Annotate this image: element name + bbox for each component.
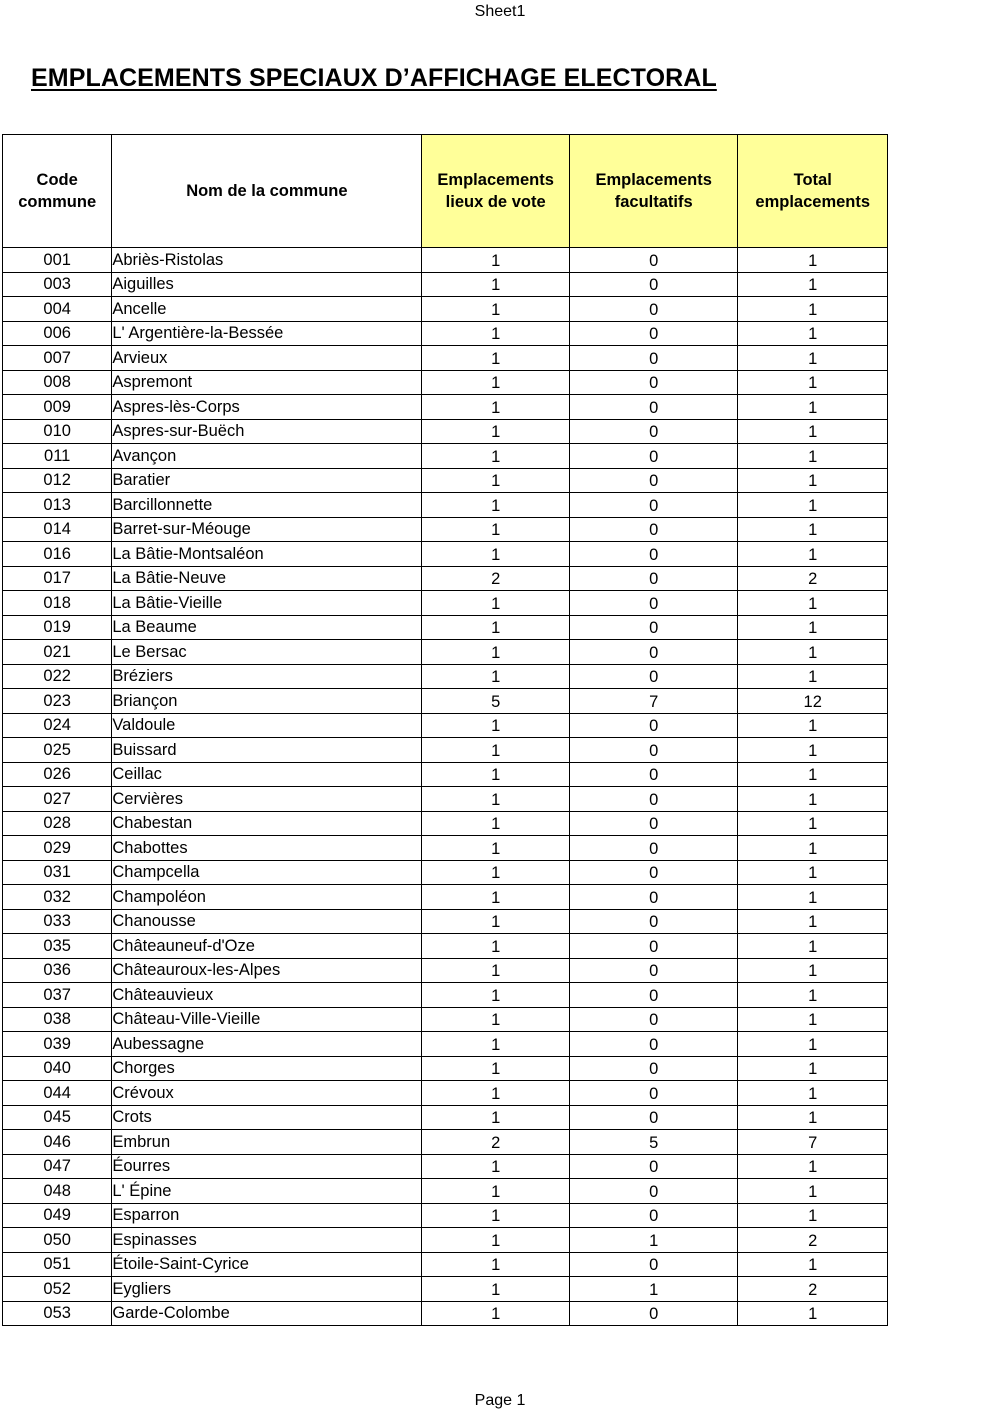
cell-facultatifs: 0 xyxy=(569,934,738,959)
cell-total: 1 xyxy=(738,1203,888,1228)
table-row xyxy=(3,493,888,518)
cell-lieux-de-vote: 1 xyxy=(422,272,570,297)
cell-lieux-de-vote: 1 xyxy=(422,321,570,346)
table-row xyxy=(3,689,888,714)
cell-commune-name: Avançon xyxy=(112,444,422,469)
cell-total: 1 xyxy=(738,248,888,273)
cell-lieux-de-vote: 1 xyxy=(422,468,570,493)
cell-lieux-de-vote: 1 xyxy=(422,1203,570,1228)
cell-total: 1 xyxy=(738,1056,888,1081)
header-total xyxy=(738,135,888,248)
table-row xyxy=(3,640,888,665)
cell-lieux-de-vote: 1 xyxy=(422,836,570,861)
cell-code: 027 xyxy=(3,787,112,812)
header-facultatifs xyxy=(569,135,738,248)
cell-facultatifs: 0 xyxy=(569,1154,738,1179)
cell-lieux-de-vote: 1 xyxy=(422,640,570,665)
cell-facultatifs: 0 xyxy=(569,1105,738,1130)
cell-commune-name: Châteauneuf-d'Oze xyxy=(112,934,422,959)
cell-facultatifs: 0 xyxy=(569,787,738,812)
cell-code: 039 xyxy=(3,1032,112,1057)
cell-facultatifs: 0 xyxy=(569,958,738,983)
cell-commune-name: Garde-Colombe xyxy=(112,1301,422,1326)
header-code-line-1: Code xyxy=(36,171,78,189)
cell-code: 052 xyxy=(3,1277,112,1302)
header-lieux-de-vote xyxy=(422,135,570,248)
cell-code: 003 xyxy=(3,272,112,297)
cell-code: 045 xyxy=(3,1105,112,1130)
table-row xyxy=(3,1105,888,1130)
cell-lieux-de-vote: 1 xyxy=(422,248,570,273)
cell-facultatifs: 0 xyxy=(569,468,738,493)
cell-lieux-de-vote: 1 xyxy=(422,1032,570,1057)
cell-commune-name: Châteauroux-les-Alpes xyxy=(112,958,422,983)
cell-total: 1 xyxy=(738,615,888,640)
header-name-line-1: Nom de la commune xyxy=(186,182,348,200)
table-row xyxy=(3,419,888,444)
cell-code: 040 xyxy=(3,1056,112,1081)
header-total-line-1: Total xyxy=(793,171,832,189)
cell-lieux-de-vote: 1 xyxy=(422,1301,570,1326)
table-row xyxy=(3,346,888,371)
cell-lieux-de-vote: 1 xyxy=(422,1277,570,1302)
cell-code: 023 xyxy=(3,689,112,714)
cell-lieux-de-vote: 1 xyxy=(422,885,570,910)
cell-total: 1 xyxy=(738,1252,888,1277)
cell-code: 012 xyxy=(3,468,112,493)
cell-code: 025 xyxy=(3,738,112,763)
cell-lieux-de-vote: 1 xyxy=(422,444,570,469)
cell-lieux-de-vote: 1 xyxy=(422,762,570,787)
cell-lieux-de-vote: 1 xyxy=(422,1154,570,1179)
cell-total: 1 xyxy=(738,958,888,983)
header-facultatifs-line-1: Emplacements xyxy=(595,171,712,189)
cell-facultatifs: 0 xyxy=(569,860,738,885)
cell-facultatifs: 0 xyxy=(569,713,738,738)
cell-total: 1 xyxy=(738,321,888,346)
header-facultatifs-line-2: facultatifs xyxy=(614,193,693,211)
cell-facultatifs: 0 xyxy=(569,1301,738,1326)
cell-commune-name: Baratier xyxy=(112,468,422,493)
cell-code: 008 xyxy=(3,370,112,395)
cell-total: 1 xyxy=(738,664,888,689)
cell-lieux-de-vote: 1 xyxy=(422,1252,570,1277)
cell-facultatifs: 0 xyxy=(569,517,738,542)
cell-total: 1 xyxy=(738,346,888,371)
cell-total: 1 xyxy=(738,1154,888,1179)
cell-lieux-de-vote: 2 xyxy=(422,1130,570,1155)
cell-facultatifs: 1 xyxy=(569,1277,738,1302)
cell-facultatifs: 0 xyxy=(569,321,738,346)
cell-total: 1 xyxy=(738,1301,888,1326)
cell-commune-name: Aspremont xyxy=(112,370,422,395)
table-row xyxy=(3,1228,888,1253)
cell-code: 049 xyxy=(3,1203,112,1228)
table-row xyxy=(3,909,888,934)
cell-commune-name: Chabottes xyxy=(112,836,422,861)
cell-facultatifs: 0 xyxy=(569,591,738,616)
table-row xyxy=(3,1130,888,1155)
table-row xyxy=(3,1032,888,1057)
cell-total: 1 xyxy=(738,517,888,542)
cell-commune-name: Crots xyxy=(112,1105,422,1130)
cell-lieux-de-vote: 1 xyxy=(422,958,570,983)
header-name xyxy=(112,135,422,248)
cell-lieux-de-vote: 1 xyxy=(422,1056,570,1081)
cell-code: 036 xyxy=(3,958,112,983)
cell-total: 1 xyxy=(738,1105,888,1130)
cell-facultatifs: 0 xyxy=(569,664,738,689)
cell-facultatifs: 5 xyxy=(569,1130,738,1155)
table-body xyxy=(3,248,888,1326)
cell-lieux-de-vote: 1 xyxy=(422,297,570,322)
cell-facultatifs: 0 xyxy=(569,1032,738,1057)
cell-commune-name: Cervières xyxy=(112,787,422,812)
table-header-row xyxy=(3,135,888,248)
cell-facultatifs: 0 xyxy=(569,272,738,297)
cell-commune-name: Étoile-Saint-Cyrice xyxy=(112,1252,422,1277)
cell-commune-name: Aspres-lès-Corps xyxy=(112,395,422,420)
cell-code: 024 xyxy=(3,713,112,738)
cell-commune-name: Esparron xyxy=(112,1203,422,1228)
cell-facultatifs: 0 xyxy=(569,566,738,591)
cell-facultatifs: 0 xyxy=(569,419,738,444)
cell-facultatifs: 0 xyxy=(569,836,738,861)
cell-commune-name: Châteauvieux xyxy=(112,983,422,1008)
table-row xyxy=(3,395,888,420)
cell-code: 029 xyxy=(3,836,112,861)
cell-lieux-de-vote: 1 xyxy=(422,738,570,763)
cell-commune-name: Château-Ville-Vieille xyxy=(112,1007,422,1032)
table-row xyxy=(3,811,888,836)
cell-commune-name: Espinasses xyxy=(112,1228,422,1253)
cell-facultatifs: 0 xyxy=(569,1179,738,1204)
cell-lieux-de-vote: 1 xyxy=(422,1105,570,1130)
cell-code: 021 xyxy=(3,640,112,665)
cell-code: 037 xyxy=(3,983,112,1008)
cell-total: 1 xyxy=(738,1179,888,1204)
cell-commune-name: La Bâtie-Montsaléon xyxy=(112,542,422,567)
page-footer: Page 1 xyxy=(474,1392,526,1409)
cell-total: 1 xyxy=(738,1007,888,1032)
table-row xyxy=(3,1007,888,1032)
cell-facultatifs: 0 xyxy=(569,983,738,1008)
cell-lieux-de-vote: 1 xyxy=(422,1179,570,1204)
cell-total: 1 xyxy=(738,713,888,738)
table-row xyxy=(3,664,888,689)
cell-code: 048 xyxy=(3,1179,112,1204)
cell-lieux-de-vote: 2 xyxy=(422,566,570,591)
cell-code: 018 xyxy=(3,591,112,616)
cell-total: 1 xyxy=(738,811,888,836)
cell-facultatifs: 7 xyxy=(569,689,738,714)
cell-code: 007 xyxy=(3,346,112,371)
cell-commune-name: La Beaume xyxy=(112,615,422,640)
table-row xyxy=(3,370,888,395)
cell-total: 7 xyxy=(738,1130,888,1155)
cell-code: 032 xyxy=(3,885,112,910)
cell-total: 1 xyxy=(738,934,888,959)
cell-lieux-de-vote: 1 xyxy=(422,860,570,885)
table-row xyxy=(3,762,888,787)
table-row xyxy=(3,738,888,763)
table-row xyxy=(3,321,888,346)
cell-total: 1 xyxy=(738,836,888,861)
cell-commune-name: Chorges xyxy=(112,1056,422,1081)
cell-total: 1 xyxy=(738,983,888,1008)
cell-code: 031 xyxy=(3,860,112,885)
table-row xyxy=(3,591,888,616)
cell-commune-name: Abriès-Ristolas xyxy=(112,248,422,273)
cell-total: 1 xyxy=(738,762,888,787)
cell-commune-name: Eygliers xyxy=(112,1277,422,1302)
table-row xyxy=(3,860,888,885)
table-row xyxy=(3,615,888,640)
cell-facultatifs: 0 xyxy=(569,640,738,665)
cell-facultatifs: 0 xyxy=(569,444,738,469)
cell-facultatifs: 0 xyxy=(569,1056,738,1081)
cell-total: 12 xyxy=(738,689,888,714)
cell-lieux-de-vote: 1 xyxy=(422,1228,570,1253)
cell-lieux-de-vote: 1 xyxy=(422,934,570,959)
cell-commune-name: Chanousse xyxy=(112,909,422,934)
cell-total: 1 xyxy=(738,493,888,518)
cell-commune-name: Aspres-sur-Buëch xyxy=(112,419,422,444)
cell-commune-name: Buissard xyxy=(112,738,422,763)
cell-commune-name: Ancelle xyxy=(112,297,422,322)
cell-lieux-de-vote: 1 xyxy=(422,1007,570,1032)
cell-code: 033 xyxy=(3,909,112,934)
cell-lieux-de-vote: 1 xyxy=(422,664,570,689)
table-row xyxy=(3,248,888,273)
cell-total: 2 xyxy=(738,1228,888,1253)
cell-commune-name: Le Bersac xyxy=(112,640,422,665)
cell-facultatifs: 0 xyxy=(569,395,738,420)
cell-total: 1 xyxy=(738,370,888,395)
header-lieux-line-2: lieux de vote xyxy=(445,193,546,211)
cell-code: 010 xyxy=(3,419,112,444)
table-row xyxy=(3,468,888,493)
cell-total: 1 xyxy=(738,468,888,493)
cell-code: 022 xyxy=(3,664,112,689)
cell-total: 2 xyxy=(738,1277,888,1302)
cell-total: 1 xyxy=(738,272,888,297)
table-row xyxy=(3,542,888,567)
cell-facultatifs: 0 xyxy=(569,1007,738,1032)
cell-facultatifs: 0 xyxy=(569,1203,738,1228)
cell-commune-name: Aiguilles xyxy=(112,272,422,297)
cell-commune-name: Ceillac xyxy=(112,762,422,787)
cell-total: 1 xyxy=(738,885,888,910)
cell-lieux-de-vote: 1 xyxy=(422,591,570,616)
cell-lieux-de-vote: 1 xyxy=(422,517,570,542)
cell-code: 046 xyxy=(3,1130,112,1155)
cell-facultatifs: 0 xyxy=(569,615,738,640)
cell-code: 047 xyxy=(3,1154,112,1179)
cell-code: 019 xyxy=(3,615,112,640)
cell-code: 050 xyxy=(3,1228,112,1253)
cell-commune-name: Crévoux xyxy=(112,1081,422,1106)
header-code-line-2: commune xyxy=(18,193,97,211)
cell-lieux-de-vote: 1 xyxy=(422,1081,570,1106)
cell-commune-name: Valdoule xyxy=(112,713,422,738)
cell-lieux-de-vote: 1 xyxy=(422,811,570,836)
cell-code: 006 xyxy=(3,321,112,346)
cell-code: 017 xyxy=(3,566,112,591)
cell-facultatifs: 0 xyxy=(569,346,738,371)
table-row xyxy=(3,1056,888,1081)
cell-code: 001 xyxy=(3,248,112,273)
cell-code: 053 xyxy=(3,1301,112,1326)
cell-code: 038 xyxy=(3,1007,112,1032)
cell-total: 1 xyxy=(738,640,888,665)
table-row xyxy=(3,1179,888,1204)
cell-lieux-de-vote: 1 xyxy=(422,419,570,444)
table-row xyxy=(3,713,888,738)
table-row xyxy=(3,1252,888,1277)
table-row xyxy=(3,1154,888,1179)
cell-total: 2 xyxy=(738,566,888,591)
cell-total: 1 xyxy=(738,738,888,763)
cell-code: 028 xyxy=(3,811,112,836)
cell-code: 009 xyxy=(3,395,112,420)
table-row xyxy=(3,566,888,591)
cell-total: 1 xyxy=(738,1081,888,1106)
cell-lieux-de-vote: 1 xyxy=(422,395,570,420)
header-lieux-line-1: Emplacements xyxy=(437,171,554,189)
cell-lieux-de-vote: 1 xyxy=(422,787,570,812)
table-row xyxy=(3,836,888,861)
cell-total: 1 xyxy=(738,297,888,322)
cell-total: 1 xyxy=(738,591,888,616)
cell-code: 013 xyxy=(3,493,112,518)
table-row xyxy=(3,983,888,1008)
cell-total: 1 xyxy=(738,444,888,469)
cell-commune-name: Barret-sur-Méouge xyxy=(112,517,422,542)
cell-facultatifs: 1 xyxy=(569,1228,738,1253)
cell-code: 011 xyxy=(3,444,112,469)
cell-facultatifs: 0 xyxy=(569,370,738,395)
cell-code: 014 xyxy=(3,517,112,542)
cell-facultatifs: 0 xyxy=(569,1081,738,1106)
table-row xyxy=(3,444,888,469)
cell-code: 051 xyxy=(3,1252,112,1277)
cell-lieux-de-vote: 1 xyxy=(422,542,570,567)
cell-lieux-de-vote: 1 xyxy=(422,615,570,640)
cell-code: 044 xyxy=(3,1081,112,1106)
cell-total: 1 xyxy=(738,787,888,812)
document-title: EMPLACEMENTS SPECIAUX D’AFFICHAGE ELECTORAL xyxy=(31,64,717,92)
cell-total: 1 xyxy=(738,542,888,567)
cell-facultatifs: 0 xyxy=(569,762,738,787)
cell-commune-name: Chabestan xyxy=(112,811,422,836)
sheet-name: Sheet1 xyxy=(474,3,526,20)
table-row xyxy=(3,787,888,812)
cell-facultatifs: 0 xyxy=(569,542,738,567)
cell-lieux-de-vote: 1 xyxy=(422,909,570,934)
communes-table xyxy=(2,134,888,1326)
cell-commune-name: Bréziers xyxy=(112,664,422,689)
cell-facultatifs: 0 xyxy=(569,738,738,763)
table-row xyxy=(3,1301,888,1326)
header-code xyxy=(3,135,112,248)
cell-commune-name: Champcella xyxy=(112,860,422,885)
cell-commune-name: L' Épine xyxy=(112,1179,422,1204)
cell-total: 1 xyxy=(738,909,888,934)
cell-commune-name: Champoléon xyxy=(112,885,422,910)
table-row xyxy=(3,517,888,542)
header-total-line-2: emplacements xyxy=(755,193,871,211)
cell-commune-name: Aubessagne xyxy=(112,1032,422,1057)
cell-facultatifs: 0 xyxy=(569,248,738,273)
cell-total: 1 xyxy=(738,1032,888,1057)
cell-code: 035 xyxy=(3,934,112,959)
table-row xyxy=(3,1081,888,1106)
cell-total: 1 xyxy=(738,395,888,420)
cell-code: 004 xyxy=(3,297,112,322)
cell-commune-name: La Bâtie-Vieille xyxy=(112,591,422,616)
table-row xyxy=(3,958,888,983)
cell-total: 1 xyxy=(738,860,888,885)
cell-lieux-de-vote: 1 xyxy=(422,370,570,395)
cell-lieux-de-vote: 1 xyxy=(422,713,570,738)
cell-code: 026 xyxy=(3,762,112,787)
cell-total: 1 xyxy=(738,419,888,444)
cell-lieux-de-vote: 5 xyxy=(422,689,570,714)
cell-facultatifs: 0 xyxy=(569,297,738,322)
cell-commune-name: Éourres xyxy=(112,1154,422,1179)
cell-code: 016 xyxy=(3,542,112,567)
cell-lieux-de-vote: 1 xyxy=(422,346,570,371)
table-row xyxy=(3,1203,888,1228)
cell-facultatifs: 0 xyxy=(569,493,738,518)
cell-facultatifs: 0 xyxy=(569,1252,738,1277)
cell-commune-name: Arvieux xyxy=(112,346,422,371)
table-row xyxy=(3,934,888,959)
cell-lieux-de-vote: 1 xyxy=(422,493,570,518)
table-row xyxy=(3,297,888,322)
table-row xyxy=(3,272,888,297)
cell-commune-name: La Bâtie-Neuve xyxy=(112,566,422,591)
cell-commune-name: L' Argentière-la-Bessée xyxy=(112,321,422,346)
cell-facultatifs: 0 xyxy=(569,811,738,836)
cell-commune-name: Briançon xyxy=(112,689,422,714)
table-row xyxy=(3,885,888,910)
cell-commune-name: Embrun xyxy=(112,1130,422,1155)
cell-commune-name: Barcillonnette xyxy=(112,493,422,518)
cell-facultatifs: 0 xyxy=(569,885,738,910)
table-row xyxy=(3,1277,888,1302)
cell-lieux-de-vote: 1 xyxy=(422,983,570,1008)
cell-facultatifs: 0 xyxy=(569,909,738,934)
